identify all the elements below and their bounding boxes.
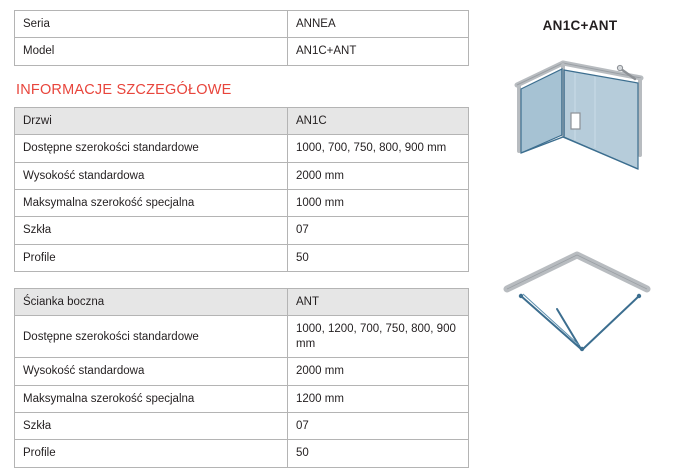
table-row xyxy=(15,385,469,412)
table-row xyxy=(15,162,469,189)
table-row xyxy=(15,11,469,38)
row-value: ANNEA xyxy=(288,11,469,38)
shower-enclosure-3d-drawing xyxy=(490,47,670,197)
row-value: 2000 mm xyxy=(288,162,469,189)
table-header-row xyxy=(15,107,469,134)
table-row xyxy=(15,440,469,467)
row-label: Maksymalna szerokość specjalna xyxy=(15,385,288,412)
table-row xyxy=(15,217,469,244)
row-label: Profile xyxy=(15,440,288,467)
row-label: Seria xyxy=(15,11,288,38)
spec-column xyxy=(14,10,469,468)
door-spec-table xyxy=(14,107,469,272)
side-panel-spec-table xyxy=(14,288,469,468)
row-label: Szkła xyxy=(15,412,288,439)
row-value: 07 xyxy=(288,412,469,439)
row-label: Wysokość standardowa xyxy=(15,358,288,385)
table-row xyxy=(15,244,469,271)
row-label: Maksymalna szerokość specjalna xyxy=(15,189,288,216)
table-row xyxy=(15,412,469,439)
table-row xyxy=(15,316,469,358)
row-value: 1200 mm xyxy=(288,385,469,412)
row-value: AN1C+ANT xyxy=(288,38,469,65)
row-label: Wysokość standardowa xyxy=(15,162,288,189)
shower-enclosure-top-view-drawing xyxy=(490,249,670,359)
model-title: AN1C+ANT xyxy=(542,18,618,33)
table-row xyxy=(15,358,469,385)
row-label: Szkła xyxy=(15,217,288,244)
row-label: Model xyxy=(15,38,288,65)
header-table xyxy=(14,10,469,66)
header-label: Ścianka boczna xyxy=(15,289,288,316)
illustration-column xyxy=(490,10,670,359)
section-title: INFORMACJE SZCZEGÓŁOWE xyxy=(16,81,232,98)
row-value: 2000 mm xyxy=(288,358,469,385)
table-row xyxy=(15,38,469,65)
row-label: Dostępne szerokości standardowe xyxy=(15,135,288,162)
row-value: 1000 mm xyxy=(288,189,469,216)
row-value: 50 xyxy=(288,440,469,467)
header-value: AN1C xyxy=(288,107,469,134)
header-value: ANT xyxy=(288,289,469,316)
table-header-row xyxy=(15,289,469,316)
table-row xyxy=(15,189,469,216)
header-label: Drzwi xyxy=(15,107,288,134)
row-value: 50 xyxy=(288,244,469,271)
table-row xyxy=(15,135,469,162)
table-spacer xyxy=(14,272,469,288)
row-value: 1000, 1200, 700, 750, 800, 900 mm xyxy=(288,316,469,358)
row-label: Dostępne szerokości standardowe xyxy=(15,316,288,358)
row-value: 07 xyxy=(288,217,469,244)
row-value: 1000, 700, 750, 800, 900 mm xyxy=(288,135,469,162)
row-label: Profile xyxy=(15,244,288,271)
